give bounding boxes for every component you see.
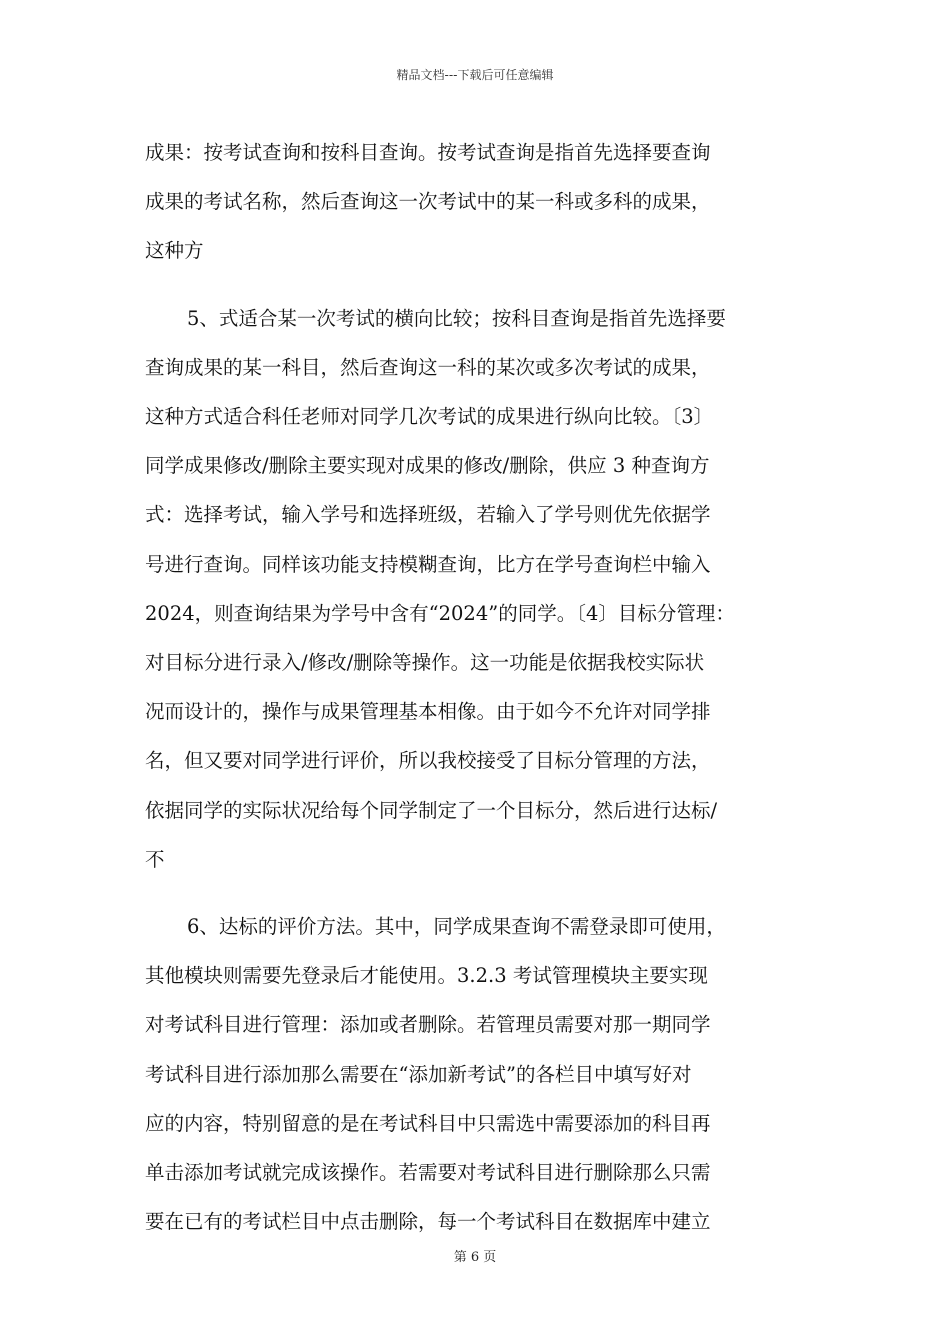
document-body <box>145 128 810 1264</box>
text-line: 其他模块则需要先登录后才能使用。3.2.3 考试管理模块主要实现 <box>145 964 708 988</box>
text-line: 6、达标的评价方法。其中，同学成果查询不需登录即可使用， <box>187 915 726 939</box>
text-line: 同学成果修改/删除主要实现对成果的修改/删除，供应 3 种查询方 <box>145 454 710 478</box>
paragraph-2 <box>145 294 810 884</box>
text-line: 单击添加考试就完成该操作。若需要对考试科目进行删除那么只需 <box>145 1161 711 1185</box>
paragraph-1 <box>145 128 810 276</box>
text-line: 成果：按考试查询和按科目查询。按考试查询是指首先选择要查询 <box>145 141 711 164</box>
text-line: 名，但又要对同学进行评价，所以我校接受了目标分管理的方法， <box>145 749 711 773</box>
text-line: 考试科目进行添加那么需要在“添加新考试”的各栏目中填写好对 <box>145 1062 692 1086</box>
text-line: 对目标分进行录入/修改/删除等操作。这一功能是依据我校实际状 <box>145 651 705 675</box>
text-line: 这种方式适合科任老师对同学几次考试的成果进行纵向比较。〔3〕 <box>145 405 714 429</box>
text-line: 要在已有的考试栏目中点击删除，每一个考试科目在数据库中建立 <box>145 1210 711 1234</box>
text-line: 查询成果的某一科目，然后查询这一科的某次或多次考试的成果， <box>145 355 711 379</box>
text-line: 成果的考试名称，然后查询这一次考试中的某一科或多科的成果， <box>145 190 711 214</box>
page-number: 第 6 页 <box>453 1250 497 1265</box>
text-line: 2024，则查询结果为学号中含有“2024”的同学。〔4〕目标分管理： <box>145 601 735 625</box>
paragraph-3 <box>145 902 810 1246</box>
text-line: 况而设计的，操作与成果管理基本相像。由于如今不允许对同学排 <box>145 700 711 724</box>
text-line: 号进行查询。同样该功能支持模糊查询，比方在学号查询栏中输入 <box>145 552 711 576</box>
text-line: 对考试科目进行管理：添加或者删除。若管理员需要对那一期同学 <box>145 1013 711 1037</box>
text-line: 应的内容，特别留意的是在考试科目中只需选中需要添加的科目再 <box>145 1111 711 1135</box>
text-line: 式：选择考试，输入学号和选择班级，若输入了学号则优先依据学 <box>145 503 711 527</box>
text-line: 不 <box>145 847 165 871</box>
text-line: 5、式适合某一次考试的横向比较；按科目查询是指首先选择要 <box>187 306 726 330</box>
text-line: 这种方 <box>145 239 204 263</box>
page-header: 精品文档---下载后可任意编辑 <box>396 68 554 82</box>
text-line: 依据同学的实际状况给每个同学制定了一个目标分，然后进行达标/ <box>145 798 718 822</box>
